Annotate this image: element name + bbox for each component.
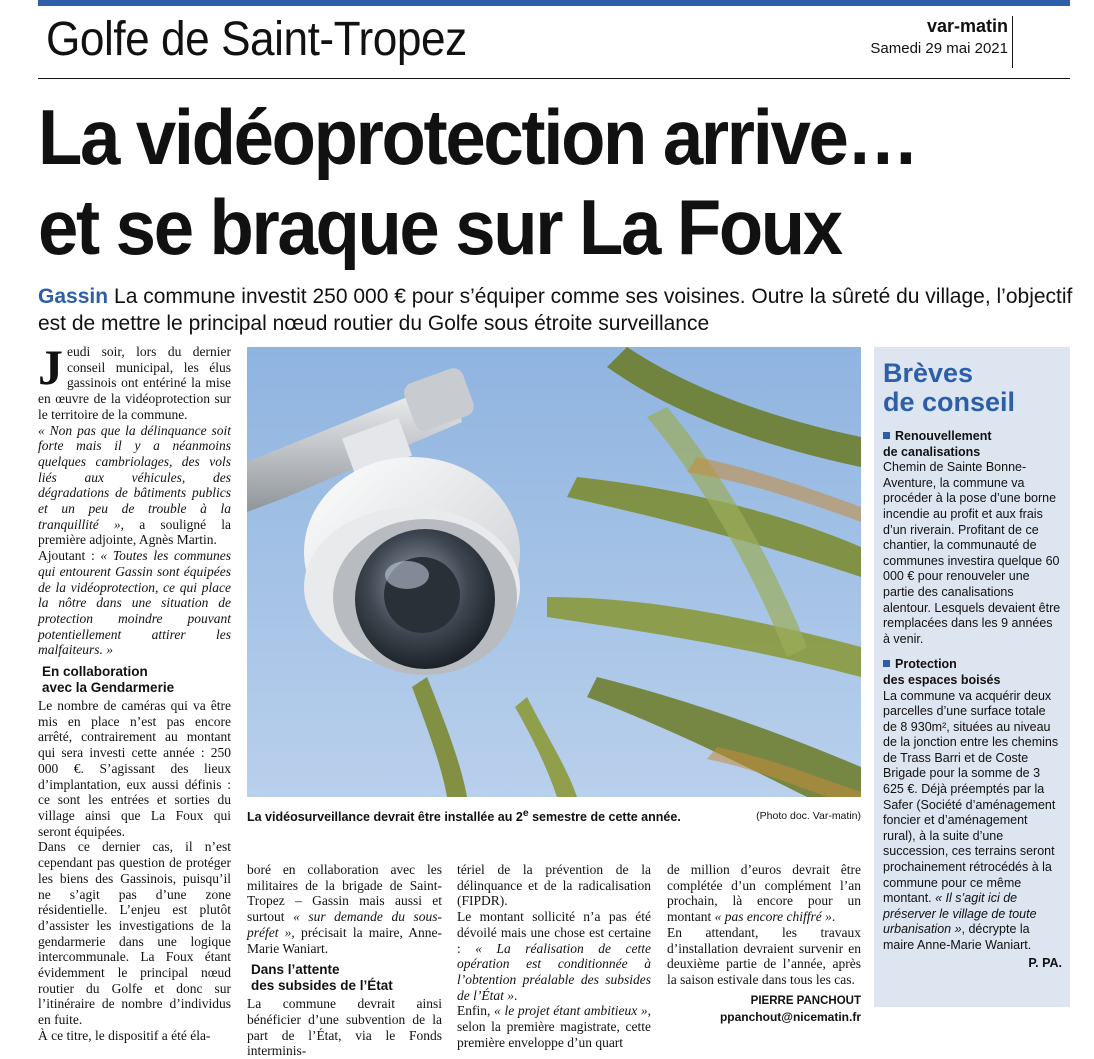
- masthead-divider: [1012, 16, 1013, 68]
- standfirst: [38, 283, 1078, 337]
- standfirst-text: La commune investit 250 000 € pour s’équiper comme ses voisines. Outre la sûreté du village, l’objectif est de mettre le principal nœud routier du Golfe sous étroite surveillance: [38, 285, 1073, 335]
- cctv-camera-photo: [247, 347, 861, 797]
- paragraph-la-foux: Dans ce dernier cas, il n’est cependant pas question de protéger les biens des Gassinois, puisqu’il ne s’agit pas d’une zone résidentielle. L’enjeu est plutôt d’assister les investigations de la gendarmerie dans une logique intercommunale. La Foux étant évidemment le principal nœud routier du Golfe et donc sur l’itinéraire de nombre d’individus en fuite.: [38, 839, 231, 1028]
- paragraph-collaboration: boré en collaboration avec les militaires de la brigade de Saint-Tropez – Gassin mais aussi et surtout « sur demande du sous-préfet », précisait la maire, Anne-Marie Waniart.: [247, 862, 442, 956]
- paragraph-intro: Jeudi soir, lors du dernier conseil municipal, les élus gassinois ont entériné la mise en œuvre de la vidéoprotection sur le territoire de la commune.: [38, 339, 231, 422]
- subhead-subsides: Dans l’attente des subsides de l’État: [251, 962, 393, 994]
- paragraph-montant: Le montant sollicité n’a pas été dévoilé mais une chose est certaine : « La réalisation de cette opération est conditionnée à l’obtention préalable des subsides de l’État ».: [457, 909, 651, 1003]
- brief-text-espaces-boises: La commune va acquérir deux parcelles d’une surface totale de 8 930m², situées au niveau de la jonction entre les chemins de Trass Barri et de Coste Brigade pour la somme de 3 625 €. Déjà préemptés par la Safer (Société d’aménagement foncier et d’aménagement rural), à la suite d’une succession, ces terrains seront prochainement rétrocédés à la commune pour ce même montant. « Il s’agit ici de préserver le village de toute urbanisation », décrypte la maire Anne-Marie Waniart.: [883, 688, 1059, 952]
- location-kicker: Gassin: [38, 285, 109, 308]
- sidebar-breves: [874, 347, 1070, 1007]
- paragraph-cameras: Le nombre de caméras qui va être mis en place n’est pas encore arrêté, contrairement au montant qui sera investi cette année : 250 000 €. S’agissant des lieux d’implantation, eux aussi définis : ce sont les entrées et sorties du village ainsi que La Foux qui seront équipées.: [38, 698, 231, 839]
- paragraph-enfin: Enfin, « le projet étant ambitieux », selon la première magistrate, cette première enveloppe d’un quart: [457, 1003, 651, 1050]
- headline-line-1: La vidéoprotection arrive…: [38, 93, 917, 181]
- brief-quote: « Il s’agit ici de préserver le village de toute urbanisation »: [883, 891, 1037, 937]
- brief-text-canalisations: Chemin de Sainte Bonne-Aventure, la commune va procéder à la pose d’une borne incendie au profit et aux frais d’un riverain. Profitant de ce chantier, la communauté de communes investira quelque 60 000 € pour renouveler une partie des canalisations alentour. Lesquels devaient être remplacées dans les 9 années à venir.: [883, 460, 1061, 646]
- article-column-4: [667, 862, 861, 1026]
- brief-heading-canalisations: Renouvellement de canalisations: [883, 429, 992, 459]
- paragraph-quote-2: Ajoutant : « Toutes les communes qui entourent Gassin sont équipées de la vidéoprotection, ce qui place la nôtre dans une situation de protection moindre pouvant potentiellement attirer les malfaiteurs. »: [38, 548, 232, 658]
- paragraph-travaux: En attendant, les travaux d’installation devraient survenir en deuxième partie de l’année, après la saison estivale dans tous les cas.: [667, 924, 861, 987]
- paragraph-fipdr: tériel de la prévention de la délinquance et de la radicalisation (FIPDR).: [457, 862, 651, 909]
- article-column-2: [247, 862, 442, 1059]
- newspaper-brand: var-matin: [926, 16, 1008, 36]
- subhead-collaboration: En collaboration avec la Gendarmerie: [42, 664, 175, 696]
- paragraph-continued: À ce titre, le dispositif a été éla-: [38, 1027, 211, 1043]
- paragraph-quote-1: « Non pas que la délinquance soit forte mais il y a néanmoins quelques cambriolages, des vols liés aux véhicules, des dégradations de bâtiments publics et un peu de trouble à la tranquillité », a souligné la première adjointe, Agnès Martin.: [38, 422, 232, 548]
- headline: [38, 92, 1078, 272]
- photo-credit: (Photo doc. Var-matin): [756, 810, 861, 822]
- paragraph-subvention: La commune devrait ainsi bénéficier d’une subvention de la part de l’État, via le Fonds interminis-: [247, 996, 442, 1059]
- quote-text: « Toutes les communes qui entourent Gassin sont équipées de la vidéoprotection, ce qui place la nôtre dans une situation de protection moindre pouvant potentiellement attirer les malfaiteurs. »: [38, 548, 232, 658]
- article-column-3: [457, 862, 651, 1050]
- sidebar-title: Brèves de conseil: [883, 358, 1016, 417]
- photo-caption: La vidéosurveillance devrait être installée au 2e semestre de cette année.: [247, 808, 681, 825]
- masthead: [870, 16, 1008, 57]
- top-color-bar: [38, 0, 1070, 6]
- header-rule: [38, 78, 1070, 79]
- headline-line-2: et se braque sur La Foux: [38, 183, 841, 271]
- square-bullet-icon: [883, 432, 890, 439]
- brief-signature: P. PA.: [1028, 955, 1062, 970]
- author-byline: PIERRE PANCHOUT: [750, 994, 861, 1007]
- brief-heading-espaces-boises: Protection des espaces boisés: [883, 657, 1001, 687]
- article-column-1: [38, 339, 232, 1044]
- square-bullet-icon: [883, 660, 890, 667]
- author-email: ppanchout@nicematin.fr: [719, 1009, 861, 1024]
- issue-date: Samedi 29 mai 2021: [870, 40, 1008, 57]
- drop-cap: J: [38, 339, 63, 395]
- quote-text: « Non pas que la délinquance soit forte mais il y a néanmoins quelques cambriolages, des vols liés aux véhicules, des dégradations de bâtiments publics et un peu de trouble à la tranquillité »: [38, 422, 231, 532]
- section-title: Golfe de Saint-Tropez: [46, 13, 467, 66]
- paragraph-complement: de million d’euros devrait être complétée d’un complément l’an prochain, là encore pour un montant « pas encore chiffré ».: [667, 862, 861, 925]
